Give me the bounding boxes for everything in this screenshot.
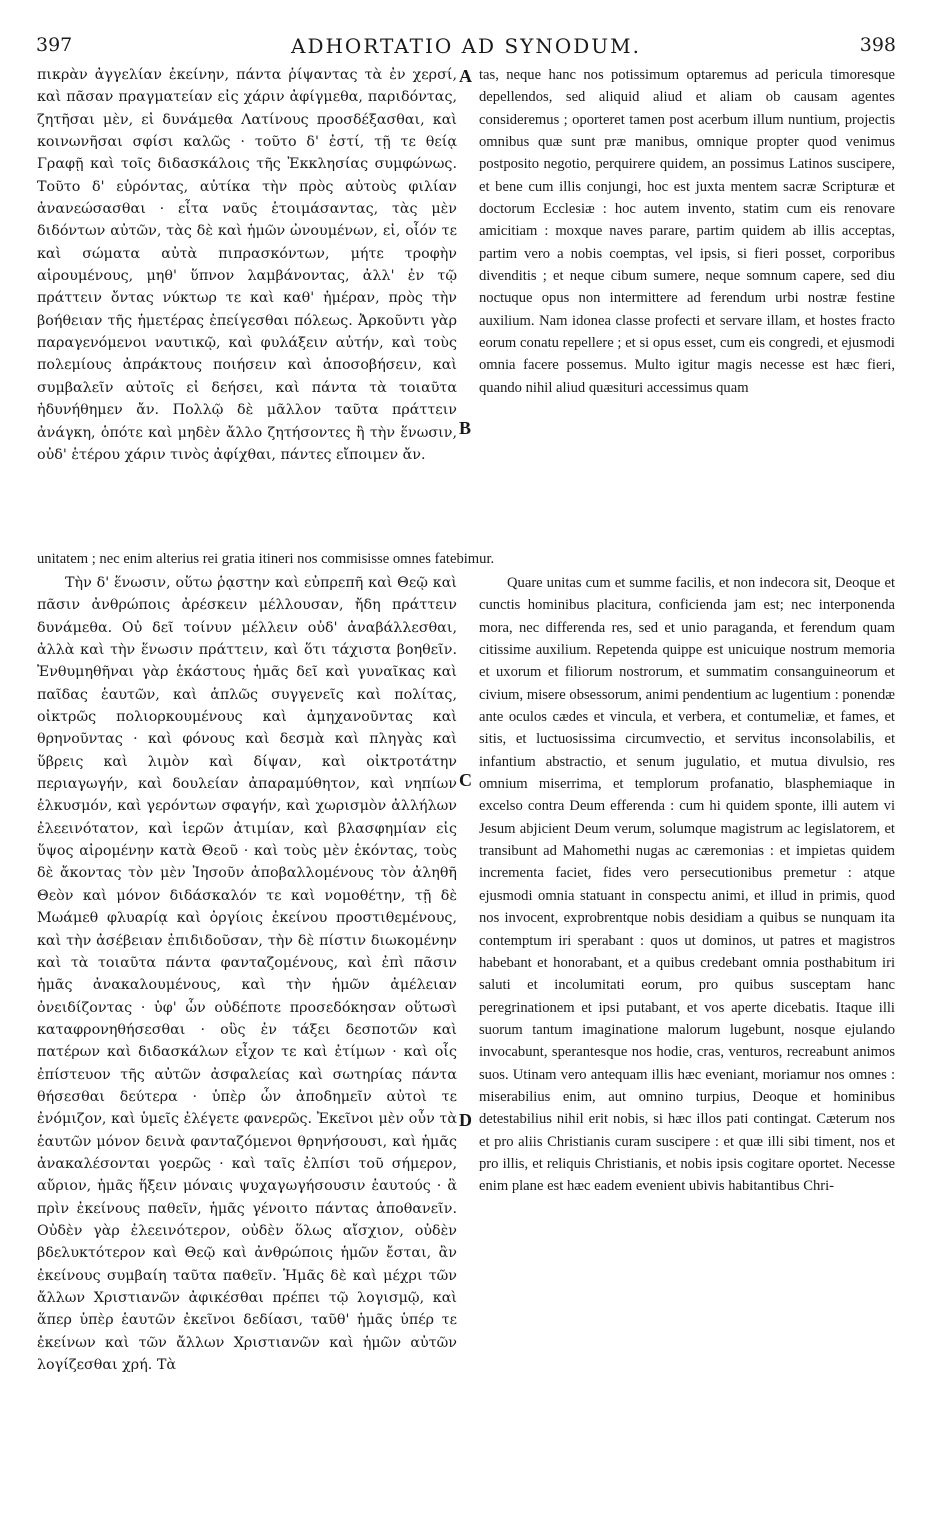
page-header xyxy=(36,34,896,62)
greek-column-bottom xyxy=(37,572,457,1376)
page-number-left: 397 xyxy=(36,34,73,56)
margin-marker-c: C xyxy=(459,770,472,790)
page-number-right: 398 xyxy=(859,34,896,56)
latin-column-bottom xyxy=(479,572,895,1198)
latin-paragraph: Quare unitas cum et summe facilis, et non indecora sit, Deoque et cunctis hominibus placitura, conficienda jam est; nec interponenda mora, nec differenda res, sed et unio paraganda, et ferendum quam citissime auxilium. Repetenda quippe est unicuique nostrum memoria et uxorum et filiorum nostrorum, et summatim consanguineorum et civium, misere obsessorum, animi pendentium ac lugentium : ponendæ ante oculos cædes et vincula, et verbera, et contumeliæ, et fames, et sitis, et luctuosissima circumvectio, et servitus inconsolabilis, et infantium abstractio, et senum jugulatio, et mutua divulsio, res omnium miserrima, et templorum profanatio, blasphemiaque in excelso contra Deum efferenda : cum hi quidem sponte, illi autem vi Jesum abjicient Deum verum, solumque magistrum ac legislatorem, et transibunt ad Mahomethi nugas ac cæremonias : et impietas quidem incrementa faciet, fides vero persecutionibus premetur : atque ejusmodi omnia statuant in conspectu animi, et illud in primis, quod nos invocent, exprobrentque nobis desidiam a quibus se nunquam ita contemptum iri sperabant : quos ut dominos, ut patres et magistros habebant et honorabant, et a quibus credebant omnia posthabitum iri saluti et incolumitati eorum, pro quibus susceptam hanc peregrinationem et ipsi putabant, et vos aperte dicebatis. Itaque illi suorum tantum imaginatione malorum lugebunt, nosque ejulando invocabunt, sperantesque nos hodie, cras, venturos, recreabunt animos suos. Utinam vero antequam illis hæc eveniant, moriamur nos omnes : miserabilius enim, aut omnino turpius, Deoque et hominibus detestabilius nihil erit nobis, si hæc illos pati contingat. Cæterum nos et pro aliis Christianis curam suscipere : et quæ illi sibi timent, nos et pro illis, et reliquis Christianis, et nobis ipsis cogitare oportet. Necesse enim plane est hæc eadem evenient ubivis habitantibus Chri- xyxy=(479,575,895,1195)
greek-column-top xyxy=(37,64,457,466)
latin-column-top xyxy=(479,64,895,399)
bridging-line: unitatem ; nec enim alterius rei gratia itineri nos commisisse omnes fatebimur. xyxy=(37,551,495,567)
margin-marker-b: B xyxy=(459,418,472,438)
margin-marker-d: D xyxy=(459,1110,472,1130)
greek-paragraph: πικρὰν ἀγγελίαν ἐκείνην, πάντα ῥίψαντας τὰ ἐν χερσί, καὶ πᾶσαν πραγματείαν εἰς χάριν ἀφίγμεθα, παριδόντας, ζητῆσαι μὲν, εἰ δυνάμεθα Λατίνους προσδέξασθαι, καὶ κοινωνῆσαι σφίσι καλῶς · τοῦτο δ' ἐστί, τῇ τε θείᾳ Γραφῇ καὶ τοῖς διδασκάλοις τῆς Ἐκκλησίας συμφώνως. Τοῦτο δ' εὑρόντας, αὐτίκα τὴν πρὸς αὐτοὺς φιλίαν ἀνανεώσασθαι · εἶτα ναῦς ἑτοιμάσαντας, τὰς μὲν διδόντων αὐτῶν, τὰς δὲ καὶ ἡμῶν ὠνουμένων, εἰ, οἷόν τε καὶ σώματα αὐτὰ πιπρασκόντων, μήτε τροφὴν αἱρουμένους, μηθ' ὕπνον λαμβάνοντας, ἀλλ' ἐν τῷ πράττειν ὄντας νύκτωρ τε καὶ καθ' ἡμέραν, πρὸς τὴν βοήθειαν τῆς ἡμετέρας ἐπείγεσθαι πόλεως. Ἀρκοῦντι γὰρ παραγενόμενοι ναυτικῷ, καὶ φυλάξειν αὐτήν, καὶ τοὺς πολεμίους ἀπράκτους ποιήσειν καὶ ἀποσοβήσειν, καὶ συμβαλεῖν αὐτοῖς εἰ δεήσει, καὶ πάντα τὰ τοιαῦτα ἠδυνήθημεν ἄν. Πολλῷ δὲ μᾶλλον ταῦτα πράττειν ἀνάγκη, ὁπότε καὶ μηδὲν ἄλλο ζητήσοντες ἢ τὴν ἕνωσιν, οὐδ' ἑτέρου χάριν τινὸς ἀφίχθαι, πάντες εἴποιμεν ἄν. xyxy=(37,67,457,463)
latin-paragraph: tas, neque hanc nos potissimum optaremus ad pericula timoresque depellendos, sed aliquid aliud et aliam ob causam agentes consideremus ; oporteret tamen post acerbum illum nuntium, projectis omnibus quæ sunt præ manibus, omnique propter quod venimus postposito negotio, perquirere quidem, an possimus Latinos suscipere, et bene cum illis conjungi, hoc est juxta mentem sacræ Scripturæ et doctorum Ecclesiæ : hoc autem invento, statim cum eis renovare amicitiam : moxque naves parare, partim quidem ab illis acceptas, partim vero a nobis coemptas, vel ipsis, si fieri posset, corporibus divenditis ; et neque cibum sumere, neque somnum capere, sed diu noctuque opus non intermittere ad ferendum urbi nostræ festine auxilium. Nam idonea classe profecti et servare illam, et hostes fracto eorum conatu repellere ; et si opus esset, cum eis congredi, et ejusmodi omnia facere possemus. Multo igitur magis necesse est hæc fieri, quando nihil aliud quæsituri accessimus quam xyxy=(479,67,895,396)
running-title: ADHORTATIO AD SYNODUM. xyxy=(291,34,641,58)
margin-marker-a: A xyxy=(459,66,472,86)
greek-paragraph: Τὴν δ' ἕνωσιν, οὕτω ῥᾳστην καὶ εὐπρεπῆ καὶ Θεῷ καὶ πᾶσιν ἀνθρώποις ἀρέσκειν μέλλουσαν, ἤδη πράττειν δυνάμεθα. Οὐ δεῖ τοίνυν μέλλειν οὐδ' ἀναβάλλεσθαι, ἀλλὰ καὶ τὴν ἕνωσιν πράττειν, καὶ ὅτι τάχιστα βοηθεῖν. Ἐνθυμηθῆναι γὰρ ἑκάστους ἡμᾶς δεῖ καὶ γυναῖκας καὶ παῖδας ἑαυτῶν, καὶ ἁπλῶς συγγενεῖς καὶ πολίτας, οἰκτρῶς πολιορκουμένους καὶ ἀμηχανοῦντας καὶ θρηνοῦντας · καὶ φόνους καὶ δεσμὰ καὶ πληγὰς καὶ ὕβρεις καὶ λιμὸν καὶ δίψαν, καὶ οἰκτροτάτην περιαγωγήν, καὶ δουλείαν ἀπαραμύθητον, καὶ νηπίων ἑλκυσμόν, καὶ γερόντων σφαγήν, καὶ χωρισμὸν ἀλλήλων ἐλεεινότατον, καὶ ἱερῶν ἀτιμίαν, καὶ βλασφημίαν εἰς ὕψος αἱρομένην κατὰ Θεοῦ · καὶ τοὺς μὲν ἑκόντας, τοὺς δὲ ἄκοντας τὸν μὲν Ἰησοῦν ἀποβαλλομένους τὸν ἀληθῆ Θεὸν καὶ μόνον διδάσκαλόν τε καὶ νομοθέτην, τῇ δὲ Μωάμεθ φλυαρίᾳ καὶ ὀργίοις ἐκείνου προστιθεμένους, καὶ τὴν ἀσέβειαν ἐπιδιδοῦσαν, τὴν δὲ πίστιν διωκομένην καὶ τὰ τοιαῦτα πάντα φανταζομένους, καὶ ἐπὶ πᾶσιν ἡμᾶς ἀνακαλουμένους, καὶ τὴν ἡμῶν ἀμέλειαν ὀνειδίζοντας · ὑφ' ὧν οὐδέποτε προσεδόκησαν οὕτωσὶ καταφρονηθήσεσθαι · οὓς ἐν τάξει δεσποτῶν καὶ πατέρων καὶ διδασκάλων εἶχον τε καὶ ἐτίμων · καὶ οἷς ἐπίστευον τῆς αὐτῶν ἀσφαλείας καὶ σωτηρίας πάντα θήσεσθαι δεύτερα · ὑπὲρ ὧν ἀποδημεῖν αὐτοὶ τε ἐνόμιζον, καὶ ὑμεῖς ἐλέγετε φανερῶς. Ἐκεῖνοι μὲν οὖν τὰ ἑαυτῶν μόνον δεινὰ φανταζόμενοι θρηνήσουσι, καὶ ἡμᾶς ἀνακαλέσονται γοερῶς · καὶ ταῖς ἐλπίσι τοῦ σήμερον, αὔριον, ἡμᾶς ἥξειν μόναις ψυχαγωγήσουσιν ἑαυτούς · ἃ πρὶν ἐκείνους παθεῖν, ἡμᾶς γένοιτο πάντας ἀποθανεῖν. Οὐδὲν γὰρ ἐλεεινότερον, οὐδὲν ὅλως αἴσχιον, οὐδὲν βδελυκτότερον καὶ Θεῷ καὶ ἀνθρώποις ἡμῶν ἔσται, ἂν ἐκείνους συμβαίη ταῦτα παθεῖν. Ἡμᾶς δὲ καὶ μέχρι τῶν ἄλλων Χριστιανῶν ἀφικέσθαι πρέπει τῷ λογισμῷ, καὶ ἅπερ ὑπὲρ ἑαυτῶν ἐκεῖνοι δεδίασι, ταῦθ' ἡμᾶς ὑπέρ τε ἐκείνων καὶ τῶν ἄλλων Χριστιανῶν καὶ ἡμῶν αὐτῶν λογίζεσθαι χρή. Τὰ xyxy=(37,575,457,1374)
